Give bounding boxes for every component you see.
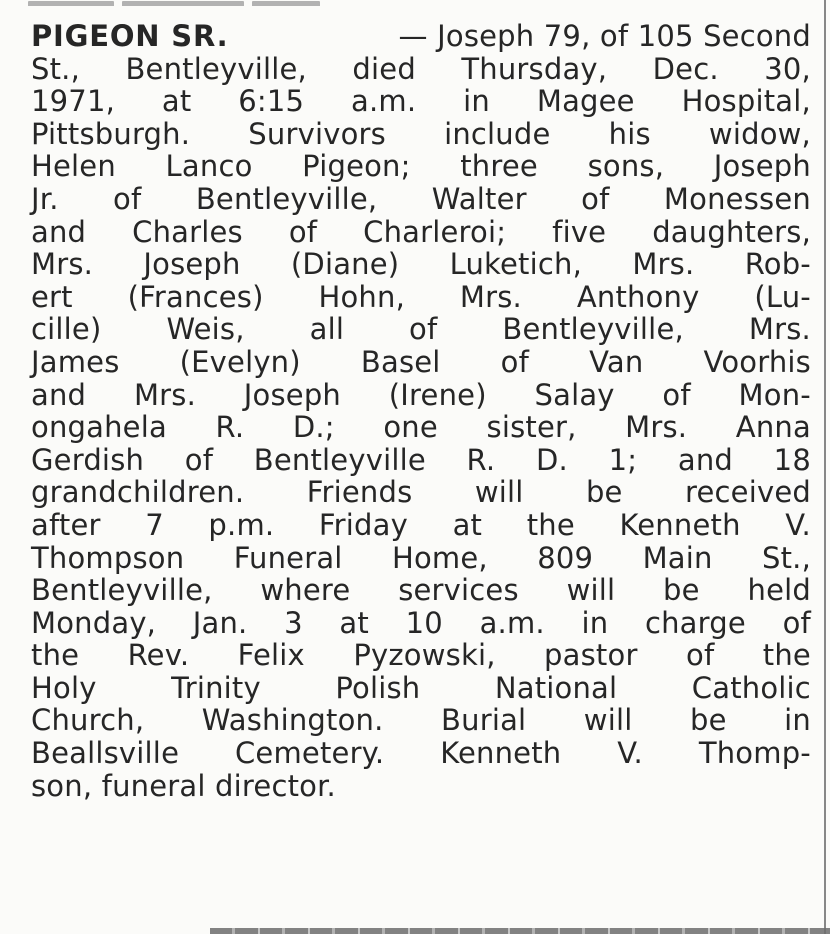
obituary-word: in — [581, 605, 609, 640]
obituary-word: Helen — [31, 149, 116, 184]
obituary-word: 30, — [764, 51, 811, 86]
obituary-word: five — [552, 214, 607, 249]
obituary-word: where — [260, 573, 351, 608]
obituary-word: Bentleyville, — [195, 181, 378, 216]
obituary-word: Rev. — [127, 638, 190, 673]
obituary-word: Church, — [31, 703, 145, 738]
obituary-word: D. — [535, 442, 568, 477]
obituary-word: Weis, — [166, 312, 245, 347]
obituary-word: R. — [466, 442, 496, 477]
obituary-word: Friday — [318, 507, 408, 542]
obituary-word: Pyzowski, — [353, 638, 496, 673]
obituary-word: Hohn, — [318, 279, 405, 314]
obituary-word: Main — [642, 540, 713, 575]
obituary-word: Dec. — [652, 51, 719, 86]
obituary-line — [31, 509, 811, 542]
obituary-word: at — [452, 507, 483, 542]
obituary-word: Mrs. — [748, 312, 811, 347]
obituary-word: include — [444, 116, 551, 151]
obituary-word: 10 — [405, 605, 443, 640]
obituary-line — [31, 281, 811, 314]
obituary-line — [31, 444, 811, 477]
obituary-word: Mrs. — [632, 247, 695, 282]
obituary-word: all — [309, 312, 345, 347]
obituary-word: Rob- — [744, 247, 811, 282]
obituary-word: Monessen — [663, 181, 811, 216]
obituary-word: Kenneth — [619, 507, 741, 542]
obituary-word: Bentleyville, — [31, 573, 213, 608]
obituary-word: charge — [644, 605, 746, 640]
obituary-word: Friends — [306, 475, 413, 510]
obituary-line — [31, 704, 811, 737]
obituary-word: of — [113, 181, 142, 216]
obituary-word: Kenneth — [440, 736, 562, 771]
obituary-word: Funeral — [233, 540, 343, 575]
obituary-word: James — [31, 344, 120, 379]
obituary-word: Burial — [441, 703, 527, 738]
obituary-word: received — [685, 475, 811, 510]
obituary-word: of — [686, 638, 715, 673]
obituary-line — [31, 85, 811, 118]
obituary-line — [31, 379, 811, 412]
obituary-word: will — [583, 703, 633, 738]
obituary-word: Beallsville — [31, 736, 180, 771]
obituary-word: Magee — [536, 84, 635, 119]
obituary-word: 3 — [284, 605, 303, 640]
obituary-word: daughters, — [652, 214, 811, 249]
obituary-word: Polish — [335, 670, 421, 705]
obituary-word: (Evelyn) — [179, 344, 301, 379]
obituary-line — [31, 248, 811, 281]
obituary-word: in — [784, 703, 811, 738]
obituary-word: held — [747, 573, 811, 608]
obituary-line — [31, 20, 811, 53]
obituary-word: a.m. — [479, 605, 545, 640]
obituary-word: Gerdish — [31, 442, 145, 477]
obituary-word: and — [31, 214, 87, 249]
obituary-word: Joseph — [713, 149, 811, 184]
obituary-text — [31, 20, 811, 925]
obituary-word: p.m. — [208, 507, 275, 542]
obituary-word: Voorhis — [703, 344, 811, 379]
obituary-word: be — [689, 703, 727, 738]
obituary-word: died — [352, 51, 416, 86]
obituary-line — [31, 313, 811, 346]
obituary-line — [31, 411, 811, 444]
obituary-word: 7 — [145, 507, 164, 542]
obituary-word: Washington. — [201, 703, 384, 738]
obituary-word: the — [526, 507, 575, 542]
obituary-word: sister, — [486, 410, 577, 445]
obituary-line — [31, 216, 811, 249]
obituary-word: and — [677, 442, 734, 477]
obituary-word: Pigeon; — [302, 149, 411, 184]
obituary-word: of — [581, 181, 610, 216]
obituary-word: at — [161, 84, 192, 119]
obituary-word: cille) — [31, 312, 102, 347]
obituary-line — [31, 672, 811, 705]
obituary-word: of — [500, 344, 530, 379]
obituary-word: Jr. — [31, 181, 59, 216]
obituary-word: Charles — [132, 214, 243, 249]
obituary-word: Trinity — [171, 670, 261, 705]
obituary-word: Luketich, — [449, 247, 583, 282]
obituary-line — [31, 53, 811, 86]
obituary-line — [31, 639, 811, 672]
obituary-word: the — [31, 638, 80, 673]
obituary-word: 18 — [773, 442, 811, 477]
obituary-word: 1971, — [31, 84, 116, 119]
obituary-word: be — [663, 573, 700, 608]
obituary-word: Monday, — [31, 605, 157, 640]
obituary-word: Walter — [431, 181, 527, 216]
obituary-line — [31, 574, 811, 607]
obituary-word: Thomp- — [698, 736, 811, 771]
obituary-word: Mrs. — [31, 247, 94, 282]
obituary-line — [31, 607, 811, 640]
obituary-line: son, funeral director. — [31, 768, 336, 803]
obituary-word: one — [383, 410, 438, 445]
obituary-word: National — [494, 670, 618, 705]
obituary-word: Jan. — [192, 605, 248, 640]
obituary-word: R. — [215, 410, 245, 445]
obituary-word: Lanco — [165, 149, 253, 184]
obituary-word: at — [339, 605, 369, 640]
obituary-word: of — [782, 605, 811, 640]
obituary-word: in — [463, 84, 490, 119]
obituary-word: and — [31, 377, 87, 412]
obituary-word: Felix — [237, 638, 305, 673]
obituary-word: Catholic — [691, 670, 811, 705]
obituary-word: pastor — [544, 638, 638, 673]
first-line-text: — Joseph 79, of 105 Second — [398, 19, 811, 53]
obituary-word: (Diane) — [290, 247, 400, 282]
obituary-word: Pittsburgh. — [31, 116, 191, 151]
obituary-word: of — [184, 442, 214, 477]
obituary-word: widow, — [708, 116, 811, 151]
obituary-word: the — [762, 638, 811, 673]
obituary-line — [31, 346, 811, 379]
obituary-word: of — [662, 377, 691, 412]
obituary-word: services — [398, 573, 519, 608]
obituary-word: Van — [589, 344, 644, 379]
obituary-word: of — [288, 214, 318, 249]
obituary-word: Bentleyville, — [125, 51, 307, 86]
obituary-word: Anna — [735, 410, 811, 445]
obituary-word: be — [585, 475, 623, 510]
obituary-word: V. — [785, 507, 811, 542]
obituary-word: Cemetery. — [234, 736, 385, 771]
obituary-word: (Lu- — [754, 279, 811, 314]
obituary-word: St., — [761, 540, 811, 575]
obituary-word: Bentleyville — [253, 442, 426, 477]
obituary-word: after — [31, 507, 101, 542]
obituary-word: Holy — [31, 670, 97, 705]
obituary-word: Survivors — [248, 116, 386, 151]
obituary-word: Mrs. — [459, 279, 522, 314]
obituary-word: his — [608, 116, 651, 151]
obituary-word: sons, — [587, 149, 665, 184]
cut-off-top-text — [28, 0, 338, 6]
obituary-line — [31, 183, 811, 216]
obituary-line — [31, 737, 811, 770]
obituary-word: 809 — [537, 540, 594, 575]
obituary-word: D.; — [292, 410, 335, 445]
obituary-word: ert — [31, 279, 73, 314]
obituary-word: Thompson — [31, 540, 185, 575]
obituary-word: will — [474, 475, 524, 510]
obituary-word: (Frances) — [127, 279, 264, 314]
obituary-word: V. — [617, 736, 643, 771]
obituary-word: Salay — [534, 377, 615, 412]
obituary-line — [31, 150, 811, 183]
right-column-rule — [824, 0, 826, 934]
obituary-word: Mrs. — [625, 410, 688, 445]
obituary-word: St., — [31, 51, 81, 86]
obituary-word: Anthony — [576, 279, 700, 314]
obituary-word: Thursday, — [461, 51, 608, 86]
bottom-cut-edge — [210, 928, 830, 934]
obituary-word: of — [409, 312, 438, 347]
obituary-word: (Irene) — [388, 377, 487, 412]
obituary-line — [31, 118, 811, 151]
obituary-word: a.m. — [351, 84, 417, 119]
obituary-word: grandchildren. — [31, 475, 245, 510]
obituary-word: ongahela — [31, 410, 167, 445]
obituary-word: Hospital, — [681, 84, 811, 119]
obituary-word: Joseph — [143, 247, 241, 282]
obituary-word: Bentleyville, — [502, 312, 684, 347]
obituary-word: Home, — [391, 540, 488, 575]
obituary-line — [31, 476, 811, 509]
obituary-word: Charleroi; — [363, 214, 507, 249]
obituary-word: 6:15 — [238, 84, 305, 119]
obituary-word: Mon- — [738, 377, 811, 412]
obituary-word: three — [460, 149, 538, 184]
obituary-word: 1; — [608, 442, 638, 477]
obituary-word: Joseph — [243, 377, 342, 412]
obituary-word: Basel — [360, 344, 441, 379]
obituary-word: Mrs. — [133, 377, 197, 412]
obituary-word: will — [566, 573, 616, 608]
obituary-line — [31, 542, 811, 575]
deceased-name: PIGEON SR. — [31, 19, 229, 53]
